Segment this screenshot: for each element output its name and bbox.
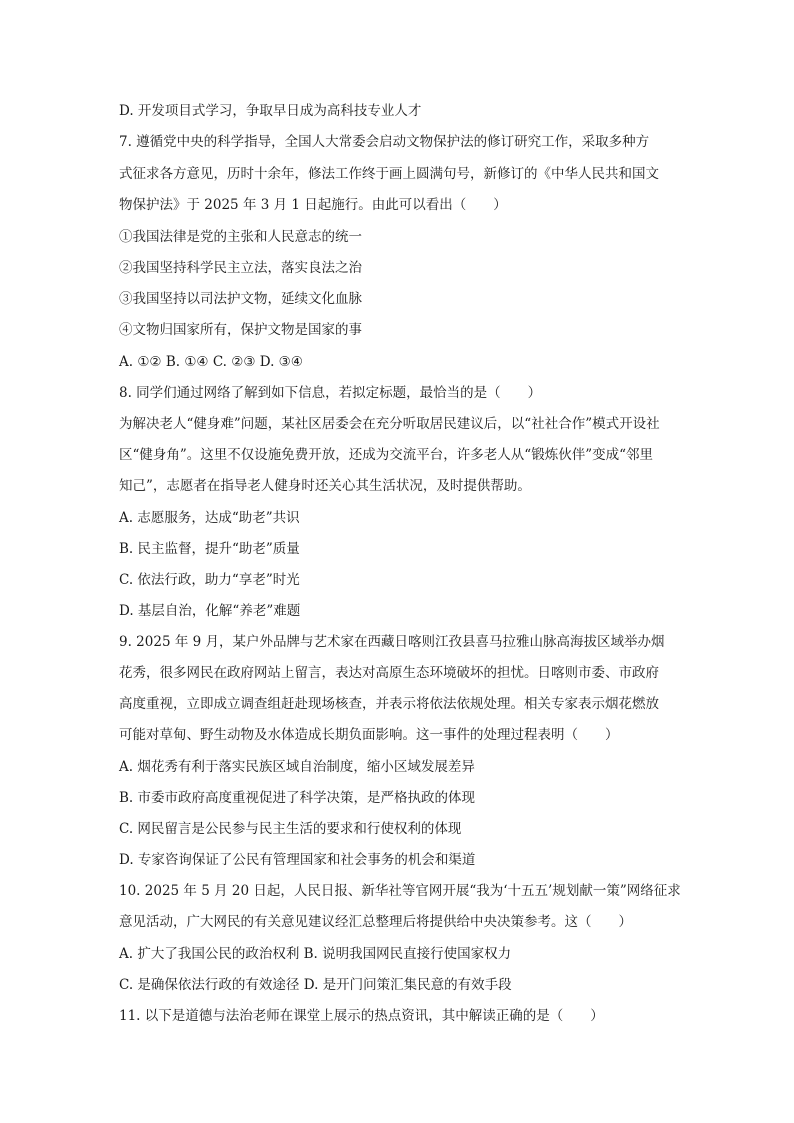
question-8-stem: 8. 同学们通过网络了解到如下信息，若拟定标题，最恰当的是（ ） — [119, 385, 542, 401]
statement-3: ③我国坚持以司法护文物，延续文化血脉 — [119, 291, 362, 307]
question-8-option-d: D. 基层自治，化解“养老”难题 — [119, 603, 301, 619]
question-9-line-4: 可能对草甸、野生动物及水体造成长期负面影响。这一事件的处理过程表明（ ） — [119, 727, 619, 743]
question-8-option-b: B. 民主监督，提升“助老”质量 — [119, 541, 300, 557]
question-9-line-2: 花秀，很多网民在政府网站上留言，表达对高原生态环境破坏的担忧。日喀则市委、市政府 — [119, 665, 659, 681]
question-7-options: A. ①② B. ①④ C. ②③ D. ③④ — [119, 354, 303, 370]
question-9-line-3: 高度重视，立即成立调查组赶赴现场核查，并表示将依法依规处理。相关专家表示烟花燃放 — [119, 696, 659, 712]
question-10-line-1: 10. 2025 年 5 月 20 日起，人民日报、新华社等官网开展“我为‘十五五’规划献一策”网络征求 — [119, 883, 681, 899]
question-10-line-2: 意见活动，广大网民的有关意见建议经汇总整理后将提供给中央决策参考。这（ ） — [119, 914, 632, 930]
statement-1: ①我国法律是党的主张和人民意志的统一 — [119, 229, 362, 245]
question-7-line-2: 式征求各方意见，历时十余年，修法工作终于画上圆满句号，新修订的《中华人民共和国文 — [119, 166, 659, 182]
question-10-options-ab: A. 扩大了我国公民的政治权利 B. 说明我国网民直接行使国家权力 — [119, 946, 512, 962]
option-6d: D. 开发项目式学习，争取早日成为高科技专业人才 — [119, 103, 422, 119]
question-10-options-cd: C. 是确保依法行政的有效途径 D. 是开门问策汇集民意的有效手段 — [119, 977, 512, 993]
question-8-material-line-2: 区“健身角”。这里不仅设施免费开放，还成为交流平台，许多老人从“锻炼伙伴”变成“邻里 — [119, 447, 654, 463]
question-7-line-1: 7. 遵循党中央的科学指导，全国人大常委会启动文物保护法的修订研究工作，采取多种方 — [119, 134, 650, 150]
question-9-option-d: D. 专家咨询保证了公民有管理国家和社会事务的机会和渠道 — [119, 852, 476, 868]
question-9-line-1: 9. 2025 年 9 月，某户外品牌与艺术家在西藏日喀则江孜县喜马拉雅山脉高海拔区域举办烟 — [119, 634, 665, 650]
statement-4: ④文物归国家所有，保护文物是国家的事 — [119, 322, 362, 338]
question-8-material-line-3: 知己”，志愿者在指导老人健身时还关心其生活状况，及时提供帮助。 — [119, 478, 531, 494]
question-9-option-b: B. 市委市政府高度重视促进了科学决策，是严格执政的体现 — [119, 790, 476, 806]
question-8-option-a: A. 志愿服务，达成“助老”共识 — [119, 510, 300, 526]
question-8-option-c: C. 依法行政，助力“享老”时光 — [119, 572, 300, 588]
question-11-stem: 11. 以下是道德与法治老师在课堂上展示的热点资讯，其中解读正确的是（ ） — [119, 1008, 604, 1024]
statement-2: ②我国坚持科学民主立法，落实良法之治 — [119, 260, 362, 276]
question-9-option-c: C. 网民留言是公民参与民主生活的要求和行使权利的体现 — [119, 821, 462, 837]
question-9-option-a: A. 烟花秀有利于落实民族区域自治制度，缩小区域发展差异 — [119, 759, 475, 775]
question-7-line-3: 物保护法》于 2025 年 3 月 1 日起施行。由此可以看出（ ） — [119, 197, 507, 213]
question-8-material-line-1: 为解决老人“健身难”问题，某社区居委会在充分听取居民建议后，以“社社合作”模式开设社 — [119, 416, 660, 432]
